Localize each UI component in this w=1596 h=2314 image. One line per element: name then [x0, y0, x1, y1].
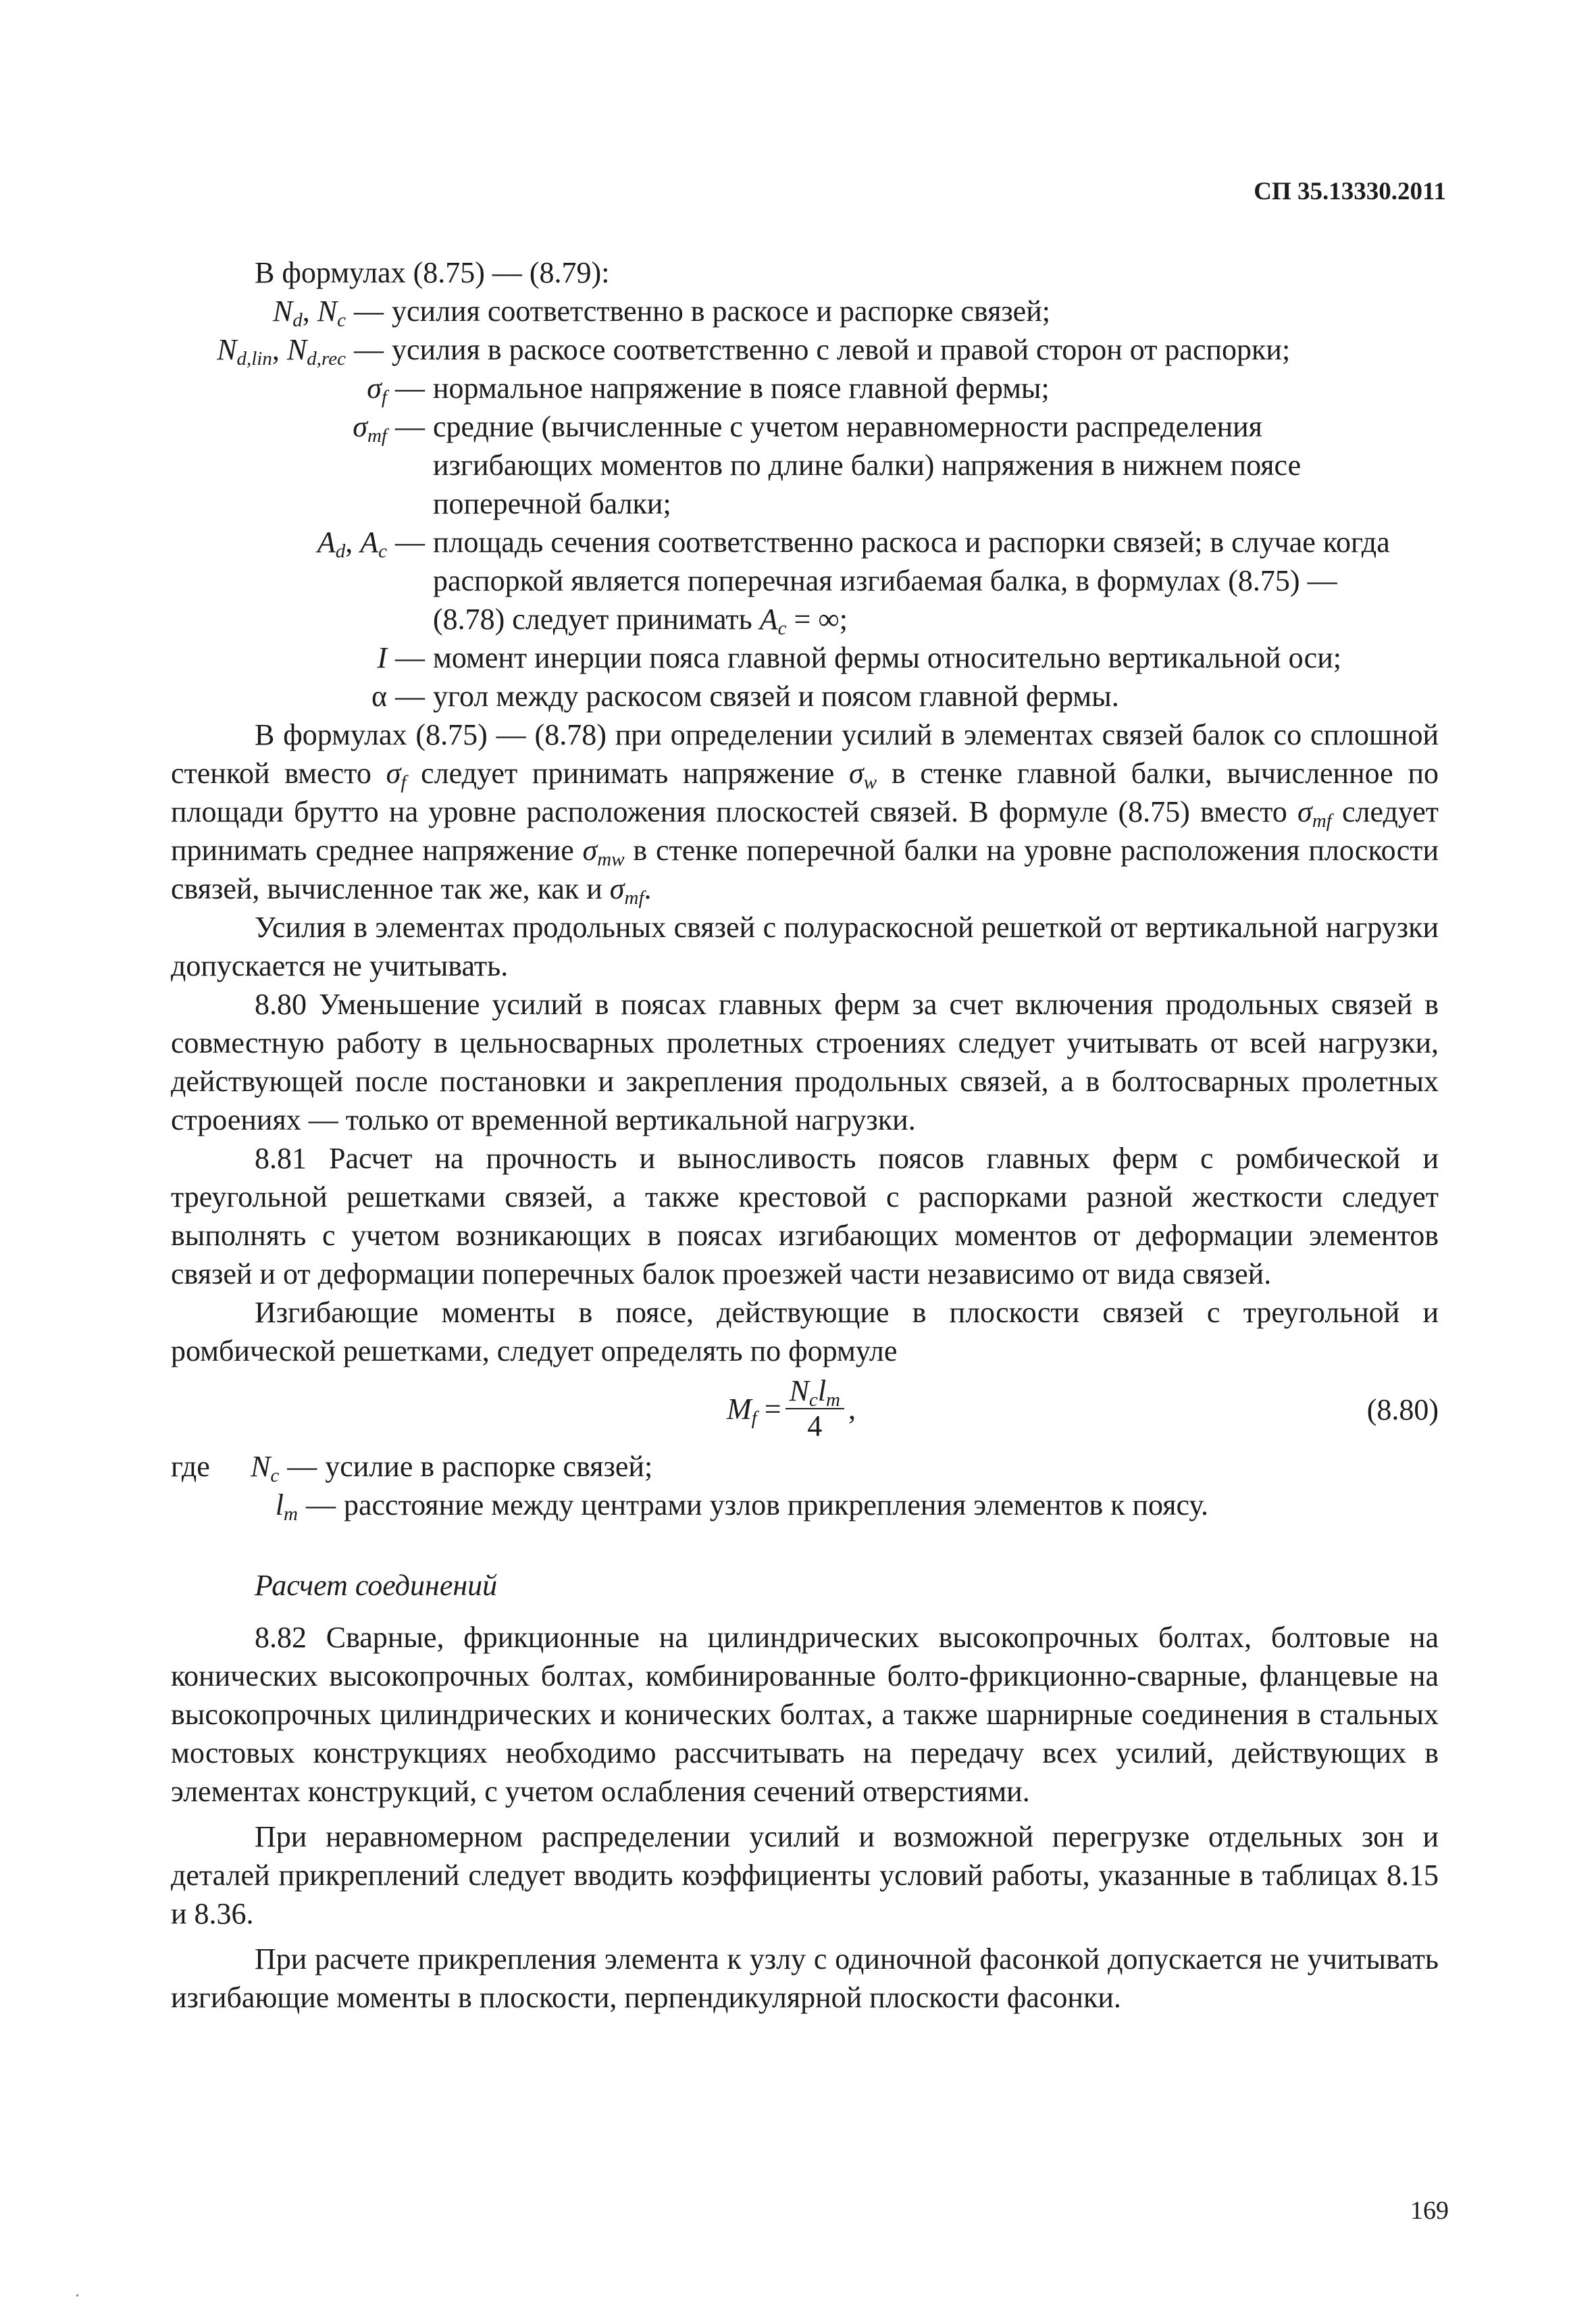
definition-text: угол между раскосом связей и поясом главной фермы. — [433, 680, 1119, 713]
definition-symbol: $\sigma_{mf}$ — [353, 410, 387, 447]
definition-symbol: α — [371, 680, 387, 713]
definition-text: расстояние между центрами узлов прикрепления элементов к поясу. — [344, 1488, 1208, 1521]
paragraph: Изгибающие моменты в поясе, действующие в плоскости связей с треугольной и ромбической решетками, следует определять по формуле — [171, 1296, 1439, 1367]
paragraph-8-80: 8.80 Уменьшение усилий в поясах главных ферм за счет включения продольных связей в совместную работу в цельносварных пролетных строениях следует учитывать от всей нагрузки, действующей после постановки и закрепления продольных связей, а в болтосварных пролетных строениях — только от временной вертикальной нагрузки. — [171, 988, 1439, 1136]
definition-text: момент инерции пояса главной фермы относительно вертикальной оси; — [433, 641, 1341, 674]
dash: — — [395, 680, 425, 713]
formula-lhs: $M_f$ = — [727, 1392, 781, 1429]
definition-text: усилие в распорке связей; — [325, 1450, 653, 1483]
page-number: 169 — [1410, 2196, 1449, 2225]
definition-row — [171, 677, 1439, 715]
definition-row — [171, 638, 1439, 677]
page-body — [171, 253, 1439, 2017]
formula-tail: , — [848, 1392, 856, 1426]
section-title: Расчет соединений — [255, 1569, 498, 1602]
formula-expression — [727, 1370, 856, 1447]
dash: — — [395, 641, 425, 674]
definition-symbol: $l_m$ — [275, 1488, 298, 1526]
definition-row — [171, 407, 1439, 523]
definition-row — [171, 369, 1439, 407]
paragraph: Усилия в элементах продольных связей с полураскосной решеткой от вертикальной нагрузки допускается не учитывать. — [171, 911, 1439, 982]
definition-symbol: $N_{d,lin}$, $N_{d,rec}$ — [217, 333, 346, 370]
dash: — — [287, 1450, 317, 1483]
definition-text: средние (вычисленные с учетом неравномерности распределения изгибающих моментов по длине балки) напряжения в нижнем поясе поперечной балки; — [433, 410, 1302, 520]
definition-text: усилия в раскосе соответственно с левой и правой сторон от распорки; — [392, 333, 1291, 366]
formula-8-80 — [171, 1370, 1439, 1447]
definition-symbol: $N_d$, $N_c$ — [272, 295, 346, 332]
definition-row — [171, 292, 1439, 330]
where-row — [171, 1447, 1439, 1486]
paragraph: При неравномерном распределении усилий и возможной перегрузке отдельных зон и деталей прикреплений следует вводить коэффициенты условий работы, указанные в таблицах 8.15 и 8.36. — [171, 1820, 1439, 1930]
definition-text: нормальное напряжение в поясе главной фермы; — [433, 372, 1050, 405]
definition-symbol: I — [377, 641, 387, 674]
definition-symbol: $\sigma_f$ — [367, 372, 387, 409]
dash: — — [306, 1488, 336, 1521]
where-row — [171, 1486, 1439, 1524]
document-code-header: СП 35.13330.2011 — [1254, 178, 1446, 205]
paragraph-8-82: 8.82 Сварные, фрикционные на цилиндрических высокопрочных болтах, болтовые на конических высокопрочных болтах, комбинированные болто-фрикционно-сварные, фланцевые на высокопрочных цилиндрических и конических болтах, а также шарнирные соединения в стальных мостовых конструкциях необходимо рассчитывать на передачу всех усилий, действующих в элементах конструкций, с учетом ослабления сечений отверстиями. — [171, 1621, 1439, 1808]
definition-text: усилия соответственно в раскосе и распорке связей; — [392, 295, 1050, 328]
dash: — — [354, 295, 384, 328]
dash: — — [395, 372, 425, 405]
definition-row — [171, 330, 1439, 369]
dash: — — [354, 333, 384, 366]
paragraph: При расчете прикрепления элемента к узлу с одиночной фасонкой допускается не учитывать изгибающие моменты в плоскости, перпендикулярной плоскости фасонки. — [171, 1942, 1439, 2014]
paragraph: В формулах (8.75) — (8.78) при определении усилий в элементах связей балок со сплошной стенкой вместо $\sigma_f$ следует принимать напряжение $\sigma_w$ в стенке главной балки, вычисленное по площади брутто на уровне расположения плоскостей связей. В формуле (8.75) вместо $\sigma_{mf}$ следует принимать среднее напряжение $\sigma_{mw}$ в стенке поперечной балки на уровне расположения плоскости связей, вычисленное так же, как и $\sigma_{mf}$. — [171, 718, 1439, 909]
definition-row — [171, 523, 1439, 638]
intro-line: В формулах (8.75) — (8.79): — [255, 256, 610, 289]
paragraph-8-81: 8.81 Расчет на прочность и выносливость поясов главных ферм с ромбической и треугольной решетками связей, а также крестовой с распорками разной жесткости следует выполнять с учетом возникающих в поясах изгибающих моментов от деформации элементов связей и от деформации поперечных балок проезжей части независимо от вида связей. — [171, 1142, 1439, 1290]
formula-number: (8.80) — [1366, 1393, 1439, 1426]
formula-denominator: 4 — [807, 1409, 823, 1442]
definition-symbol: $N_c$ — [251, 1450, 280, 1487]
definition-symbol: $A_d$, $A_c$ — [317, 526, 387, 563]
formula-fraction — [786, 1374, 844, 1443]
definition-text: площадь сечения соответственно раскоса и распорки связей; в случае когда распоркой является поперечная изгибаемая балка, в формулах (8.75) — (8.78) следует принимать $A_c$ = ∞; — [433, 526, 1390, 640]
where-word: где — [171, 1450, 210, 1483]
dash: — — [395, 526, 425, 559]
scan-speck — [76, 2294, 78, 2296]
formula-numerator: $N_cl_m$ — [786, 1374, 844, 1409]
dash: — — [395, 410, 425, 443]
